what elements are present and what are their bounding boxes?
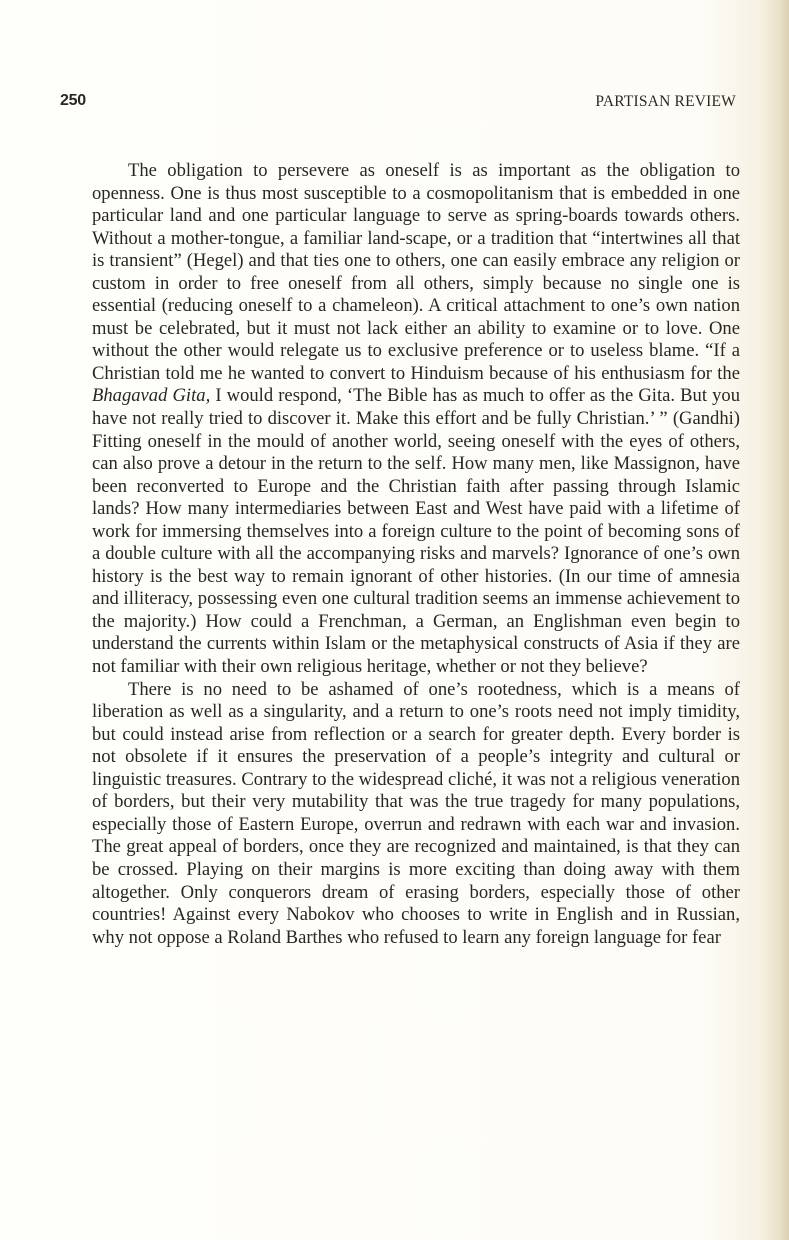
paragraph-1-text-a: The obligation to persevere as oneself is as important as the obligation to openness. One is thus most susceptible to a cosmopolitanism that is embedded in one particular land and one particular language to serve as spring-boards towards others. Without a mother-tongue, a familiar land-scape, or a tradition that “intertwines all that is transient” (Hegel) and that ties one to others, one can easily embrace any religion or custom in order to free oneself from all others, simply because no single one is essential (reducing oneself to a chameleon). A critical attachment to one’s own nation must be celebrated, but it must not lack either an ability to examine or to love. One without the other would relegate us to exclusive preference or to useless blame. “If a Christian told me he wanted to convert to Hinduism because of his enthusiasm for the xyxy=(92,160,740,384)
paragraph-2 xyxy=(92,679,740,950)
paragraph-1-text-b: I would respond, ‘The Bible has as much to offer as the Gita. But you have not really tried to discover it. Make this effort and be fully Christian.’ ” (Gandhi) Fitting oneself in the mould of another world, seeing oneself with the eyes of others, can also prove a detour in the return to the self. How many men, like Massignon, have been reconverted to Europe and the Christian faith after passing through Islamic lands? How many intermediaries between East and West have paid with a lifetime of work for immersing themselves into a foreign culture to the point of becoming sons of a double culture with all the accompanying risks and marvels? Ignorance of one’s own history is the best way to remain ignorant of other histories. (In our time of amnesia and illiteracy, possessing even one cultural tradition seems an immense achievement to the majority.) How could a Frenchman, a German, an Englishman even begin to understand the currents within Islam or the metaphysical constructs of Asia if they are not familiar with their own religious heritage, whether or not they believe? xyxy=(92,385,740,678)
paragraph-1 xyxy=(92,160,740,679)
running-head: PARTISAN REVIEW xyxy=(595,93,736,110)
page-number: 250 xyxy=(60,92,86,109)
body-text xyxy=(92,160,740,949)
paragraph-2-text: There is no need to be ashamed of one’s rootedness, which is a means of liberation as well as a singularity, and a return to one’s roots need not imply timidity, but could instead arise from reflection or a search for greater depth. Every border is not obsolete if it ensures the preservation of a people’s integrity and cultural or linguistic treasures. Contrary to the widespread cliché, it was not a religious veneration of borders, but their very mutability that was the true tragedy for many populations, especially those of Eastern Europe, overrun and redrawn with each war and invasion. The great appeal of borders, once they are recognized and maintained, is that they can be crossed. Playing on their margins is more exciting than doing away with them altogether. Only conquerors dream of erasing borders, especially those of other countries! Against every Nabokov who chooses to write in English and in Russian, why not oppose a Roland Barthes who refused to learn any foreign language for fear xyxy=(92,678,740,948)
book-title-bhagavad-gita: Bhagavad Gita, xyxy=(92,385,211,407)
